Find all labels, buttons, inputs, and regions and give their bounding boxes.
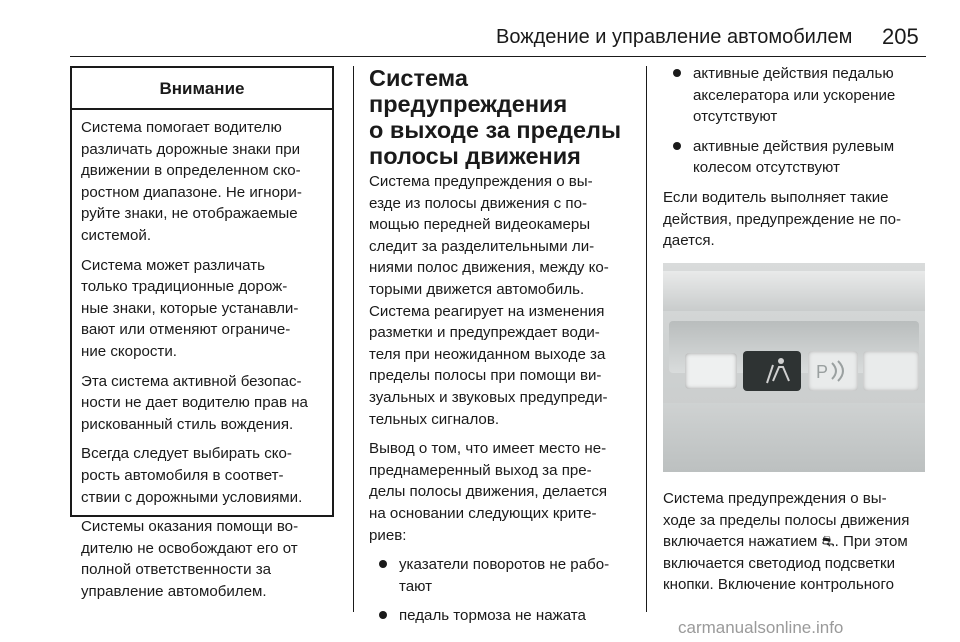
- photo-button-right: [863, 351, 919, 391]
- bullet-icon: [379, 560, 387, 568]
- warning-body: [72, 110, 332, 602]
- photo-panel-lower: [663, 403, 925, 472]
- warning-paragraph: Системы оказания помощи во‐ дителю не освобождают его от полной ответственности за управление автомобилем.: [81, 518, 299, 600]
- list-item: [369, 605, 637, 627]
- warning-paragraph: Система может различать только традиционные дорож‐ ные знаки, которые устанавли‐ вают или отменяют ограниче‐ ние скорости.: [81, 256, 299, 360]
- dashboard-button-photo: [663, 263, 925, 472]
- list-item: [663, 136, 929, 179]
- body-paragraph: Система предупреждения о вы‐ езде из полосы движения с по‐ мощью передней видеокамеры следит за разделительными ли‐ ниями полос движения, между ко‐ торыми движется автомобиль. Система реагирует на изменения разметки и предупреждает води‐ теля при неожиданном выходе за пределы полосы при помощи ви‐ зуальных и звуковых предупреди‐ тельных сигналов.: [369, 173, 609, 428]
- body-paragraph: Если водитель выполняет такие действия, предупреждение не по‐ дается.: [663, 188, 902, 250]
- right-column: [663, 63, 929, 280]
- list-item: [369, 554, 637, 597]
- photo-lane-departure-button: [743, 351, 801, 391]
- column-divider-right: [646, 66, 647, 612]
- bullet-icon: [379, 611, 387, 619]
- column-divider-left: [353, 66, 354, 612]
- warning-paragraph: Всегда следует выбирать ско‐ рость автомобиля в соответ‐ ствии с дорожными условиями.: [81, 445, 303, 506]
- photo-parking-button: [808, 351, 858, 391]
- page-header-title: Вождение и управление автомобилем: [496, 26, 853, 48]
- photo-button-left: [685, 353, 737, 389]
- warning-paragraph: Эта система активной безопас‐ ности не дает водителю прав на рискованный стиль вождения.: [81, 372, 308, 433]
- svg-text:P: P: [816, 362, 829, 382]
- bullet-icon: [673, 69, 681, 77]
- warning-title: Внимание: [72, 68, 332, 110]
- warning-paragraph: Система помогает водителю различать дорожные знаки при движении в определенном ско‐ ростном диапазоне. Не игнори‐ руйте знаки, не отображаемые системой.: [81, 119, 302, 244]
- header-divider: [70, 56, 926, 57]
- photo-panel-top: [663, 271, 925, 311]
- lane-departure-icon: [743, 351, 801, 391]
- criteria-list-continued: [663, 63, 929, 179]
- watermark: carmanualsonline.info: [678, 618, 844, 637]
- body-paragraph: Вывод о том, что имеет место не‐ преднамеренный выход за пре‐ делы полосы движения, делается на основании следующих крите‐ риев:: [369, 440, 608, 544]
- warning-box: [70, 66, 334, 600]
- list-item-text: указатели поворотов не рабо‐ тают: [399, 556, 610, 595]
- bullet-icon: [673, 142, 681, 150]
- middle-column: [369, 65, 637, 635]
- section-heading: Система предупреждения о выходе за пределы полосы движения: [369, 65, 622, 169]
- criteria-list: [369, 554, 637, 627]
- list-item-text: педаль тормоза не нажата: [399, 607, 586, 625]
- list-item-text: активные действия рулевым колесом отсутствуют: [693, 137, 895, 177]
- parking-assist-icon: [808, 351, 858, 391]
- list-item: [663, 63, 929, 128]
- page-number: 205: [882, 24, 919, 49]
- right-column-lower: [663, 488, 929, 604]
- list-item-text: активные действия педалью акселератора или ускорение отсутствуют: [693, 65, 896, 126]
- body-paragraph: Система предупреждения о вы‐ ходе за пределы полосы движения включается нажатием ⛐. При этом включается светодиод подсветки кнопки. Включение контрольного: [663, 490, 910, 594]
